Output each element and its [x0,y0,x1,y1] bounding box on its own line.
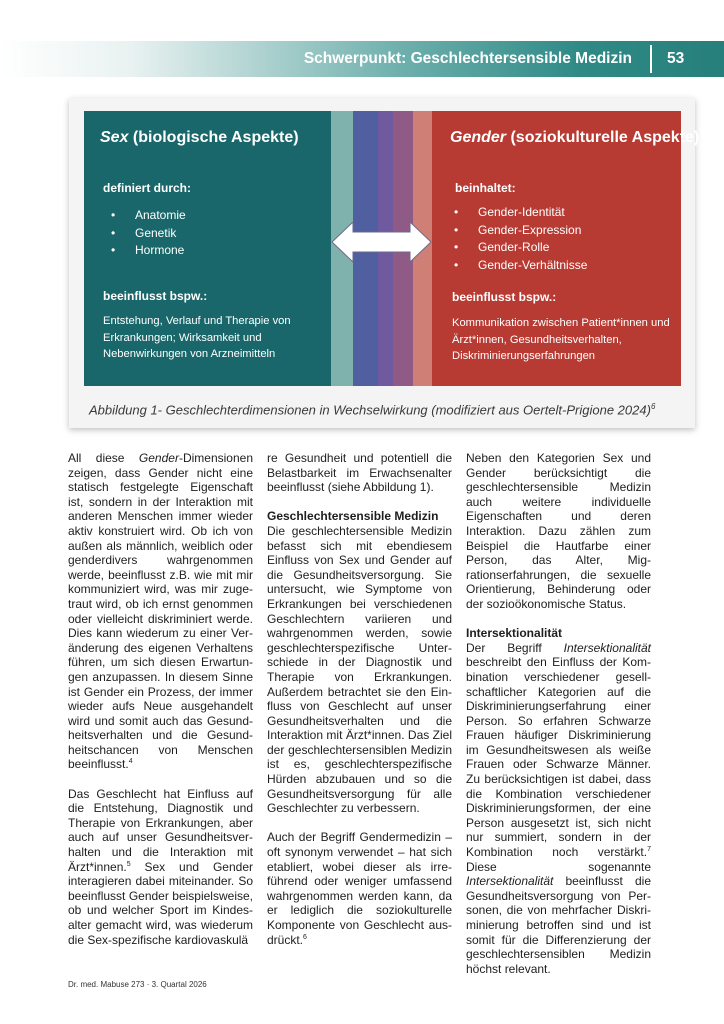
gender-title-rest: (soziokulturelle Aspekte) [506,129,700,146]
sex-title-rest: (biologische Aspekte) [128,129,299,146]
sex-panel-title [100,129,299,147]
section-heading: Geschlechtersensible Medizin [267,509,439,524]
paragraph: Auch der Begriff Gendermedizin – oft synonym verwendet – hat sich etabliert, wobei dieser als irreführend oder weniger umfassend wahrgenommen werden kann, da er lediglich die soziokulturelle Komponente von Geschlecht ausdrückt.$^6$ [267,830,452,947]
paragraph: Neben den Kategorien Sex und Gender berücksichtigt die geschlechtersensible Medizin auch weitere individuelle Eigenschaften und deren Interaktion. Dazu zählen zum Beispiel die Hautfarbe einer Person, das Alter, Migrationserfahrungen, die sexuelle Orientierung, Behinderung oder der sozioökonomische Status. [466,451,651,611]
gender-panel-title [450,129,699,147]
gender-influence-label: beeinflusst bspw.: [452,290,557,304]
sex-influence-label: beeinflusst bspw.: [103,289,208,303]
list-item: • Gender-Identität [454,204,587,222]
section-heading: Intersektionalität [466,626,563,641]
header-divider [650,45,652,73]
text-column-1 [68,451,253,962]
figure-caption: Abbildung 1- Geschlechterdimensionen in Wechselwirkung (modifiziert aus Oertelt-Prigione 2024)$^6$ [89,402,656,418]
list-item: • Genetik [111,225,186,243]
sex-defined-label: definiert durch: [103,181,192,195]
paragraph: All diese Gender-Dimensionen zeigen, dass Gender nicht eine statisch festgelegte Eigenschaft ist, sondern in der Interaktion mit anderen Menschen immer wieder aktiv konstruiert wird. Ob ich von außen als männlich, weiblich oder genderdivers wahrgenommen werde, beeinflusst z.B. wie mit mir kommuniziert wird, was mir zugetraut wird, ob ich ernst genommen oder vielleicht diskriminiert werde. Dies kann wiederum zu einer Veränderung des eigenen Verhaltens führen, um sich diesen Erwartungen anzupassen. In diesem Sinne ist Gender ein Prozess, der immer wieder aufs Neue ausgehandelt wird und somit auch das Gesundheitsverhalten und die Gesundheitschancen von Menschen beeinflusst.$^4$ [68,451,253,772]
footnote-ref: 6 [650,402,656,411]
page-number: 53 [667,50,685,67]
list-item: • Gender-Rolle [454,239,587,257]
paragraph: Die geschlechtersensible Medizin befasst sich mit ebendiesem Einfluss von Sex und Gender auf die Gesundheitsversorgung. Sie untersucht, wie Symptome von Erkrankungen bei verschiedenen Geschlechtern variieren und wahrgenommen werden, sowie geschlechterspezifische Unterschiede in der Diagnostik und Therapie von Erkrankungen. Außerdem betrachtet sie den Einfluss von Geschlecht auf unser Gesundheitsverhalten und die Interaktion mit Ärzt*innen. Das Ziel der geschlechtersensiblen Medizin ist es, geschlechterspezifische Hürden abzubauen und so die Gesundheitsversorgung für alle Geschlechter zu verbessern. [267,523,452,816]
list-item: • Gender-Verhältnisse [454,257,587,275]
list-item: • Gender-Expression [454,222,587,240]
gender-influence-text: Kommunikation zwischen Patient*innen und Ärzt*innen, Gesundheitsverhalten, Diskriminierungserfahrungen [452,317,670,362]
gender-title-term: Gender [450,129,507,146]
list-item: • Anatomie [111,207,186,225]
footer-issue: Dr. med. Mabuse 273 · 3. Quartal 2026 [68,980,207,989]
footnote-ref: 7 [647,846,651,854]
double-arrow-icon [331,220,432,264]
paragraph: re Gesundheit und potentiell die Belastbarkeit im Erwachsenalter beeinflusst (siehe Abbildung 1). [267,451,452,495]
text-column-2 [267,451,452,962]
footnote-ref: 5 [126,860,131,868]
text-column-3 [466,451,651,991]
list-item: • Hormone [111,242,186,260]
sex-title-term: Sex [100,129,129,146]
section-title: Schwerpunkt: Geschlechtersensible Medizin [303,50,632,67]
paragraph: Das Geschlecht hat Einfluss auf die Entstehung, Diagnostik und Therapie von Erkrankungen, aber auch auf unser Gesundheitsverhalten und die Interaktion mit Ärzt*innen.$^5$ Sex und Gender interagieren dabei miteinander. So beeinflusst Gender beispielsweise, ob und welcher Sport im Kindesalter gemacht wird, was wiederum die Sex-spezifische kardiovaskulä [68,786,253,947]
gender-aspects-list [454,204,587,274]
footnote-ref: 6 [303,933,307,941]
footnote-ref: 4 [128,758,133,766]
sex-aspects-list [111,207,186,260]
paragraph: Der Begriff Intersektionalität beschreibt den Einfluss der Kombination verschiedener gesellschaftlicher Kategorien auf die Diskriminierungserfahrung einer Person. So erfahren Schwarze Frauen häufiger Diskriminierung im Gesundheitswesen als weiße Frauen oder Schwarze Männer. Zu berücksichtigen ist dabei, dass die Kombination verschiedener Diskriminierungsformen, der eine Person ausgesetzt ist, sich nicht nur summiert, sondern in der Kombination noch verstärkt.$^7$ Diese sogenannte Intersektionalität beeinflusst die Gesundheitsversorgung von Personen, die von mehrfacher Diskriminierung betroffen sind und ist somit für die Differenzierung der geschlechtersensiblen Medizin höchst relevant. [466,640,651,976]
gender-contains-label: beinhaltet: [455,181,516,195]
sex-influence-text: Entstehung, Verlauf und Therapie von Erkrankungen; Wirksamkeit und Nebenwirkungen von Arzneimitteln [103,315,291,360]
